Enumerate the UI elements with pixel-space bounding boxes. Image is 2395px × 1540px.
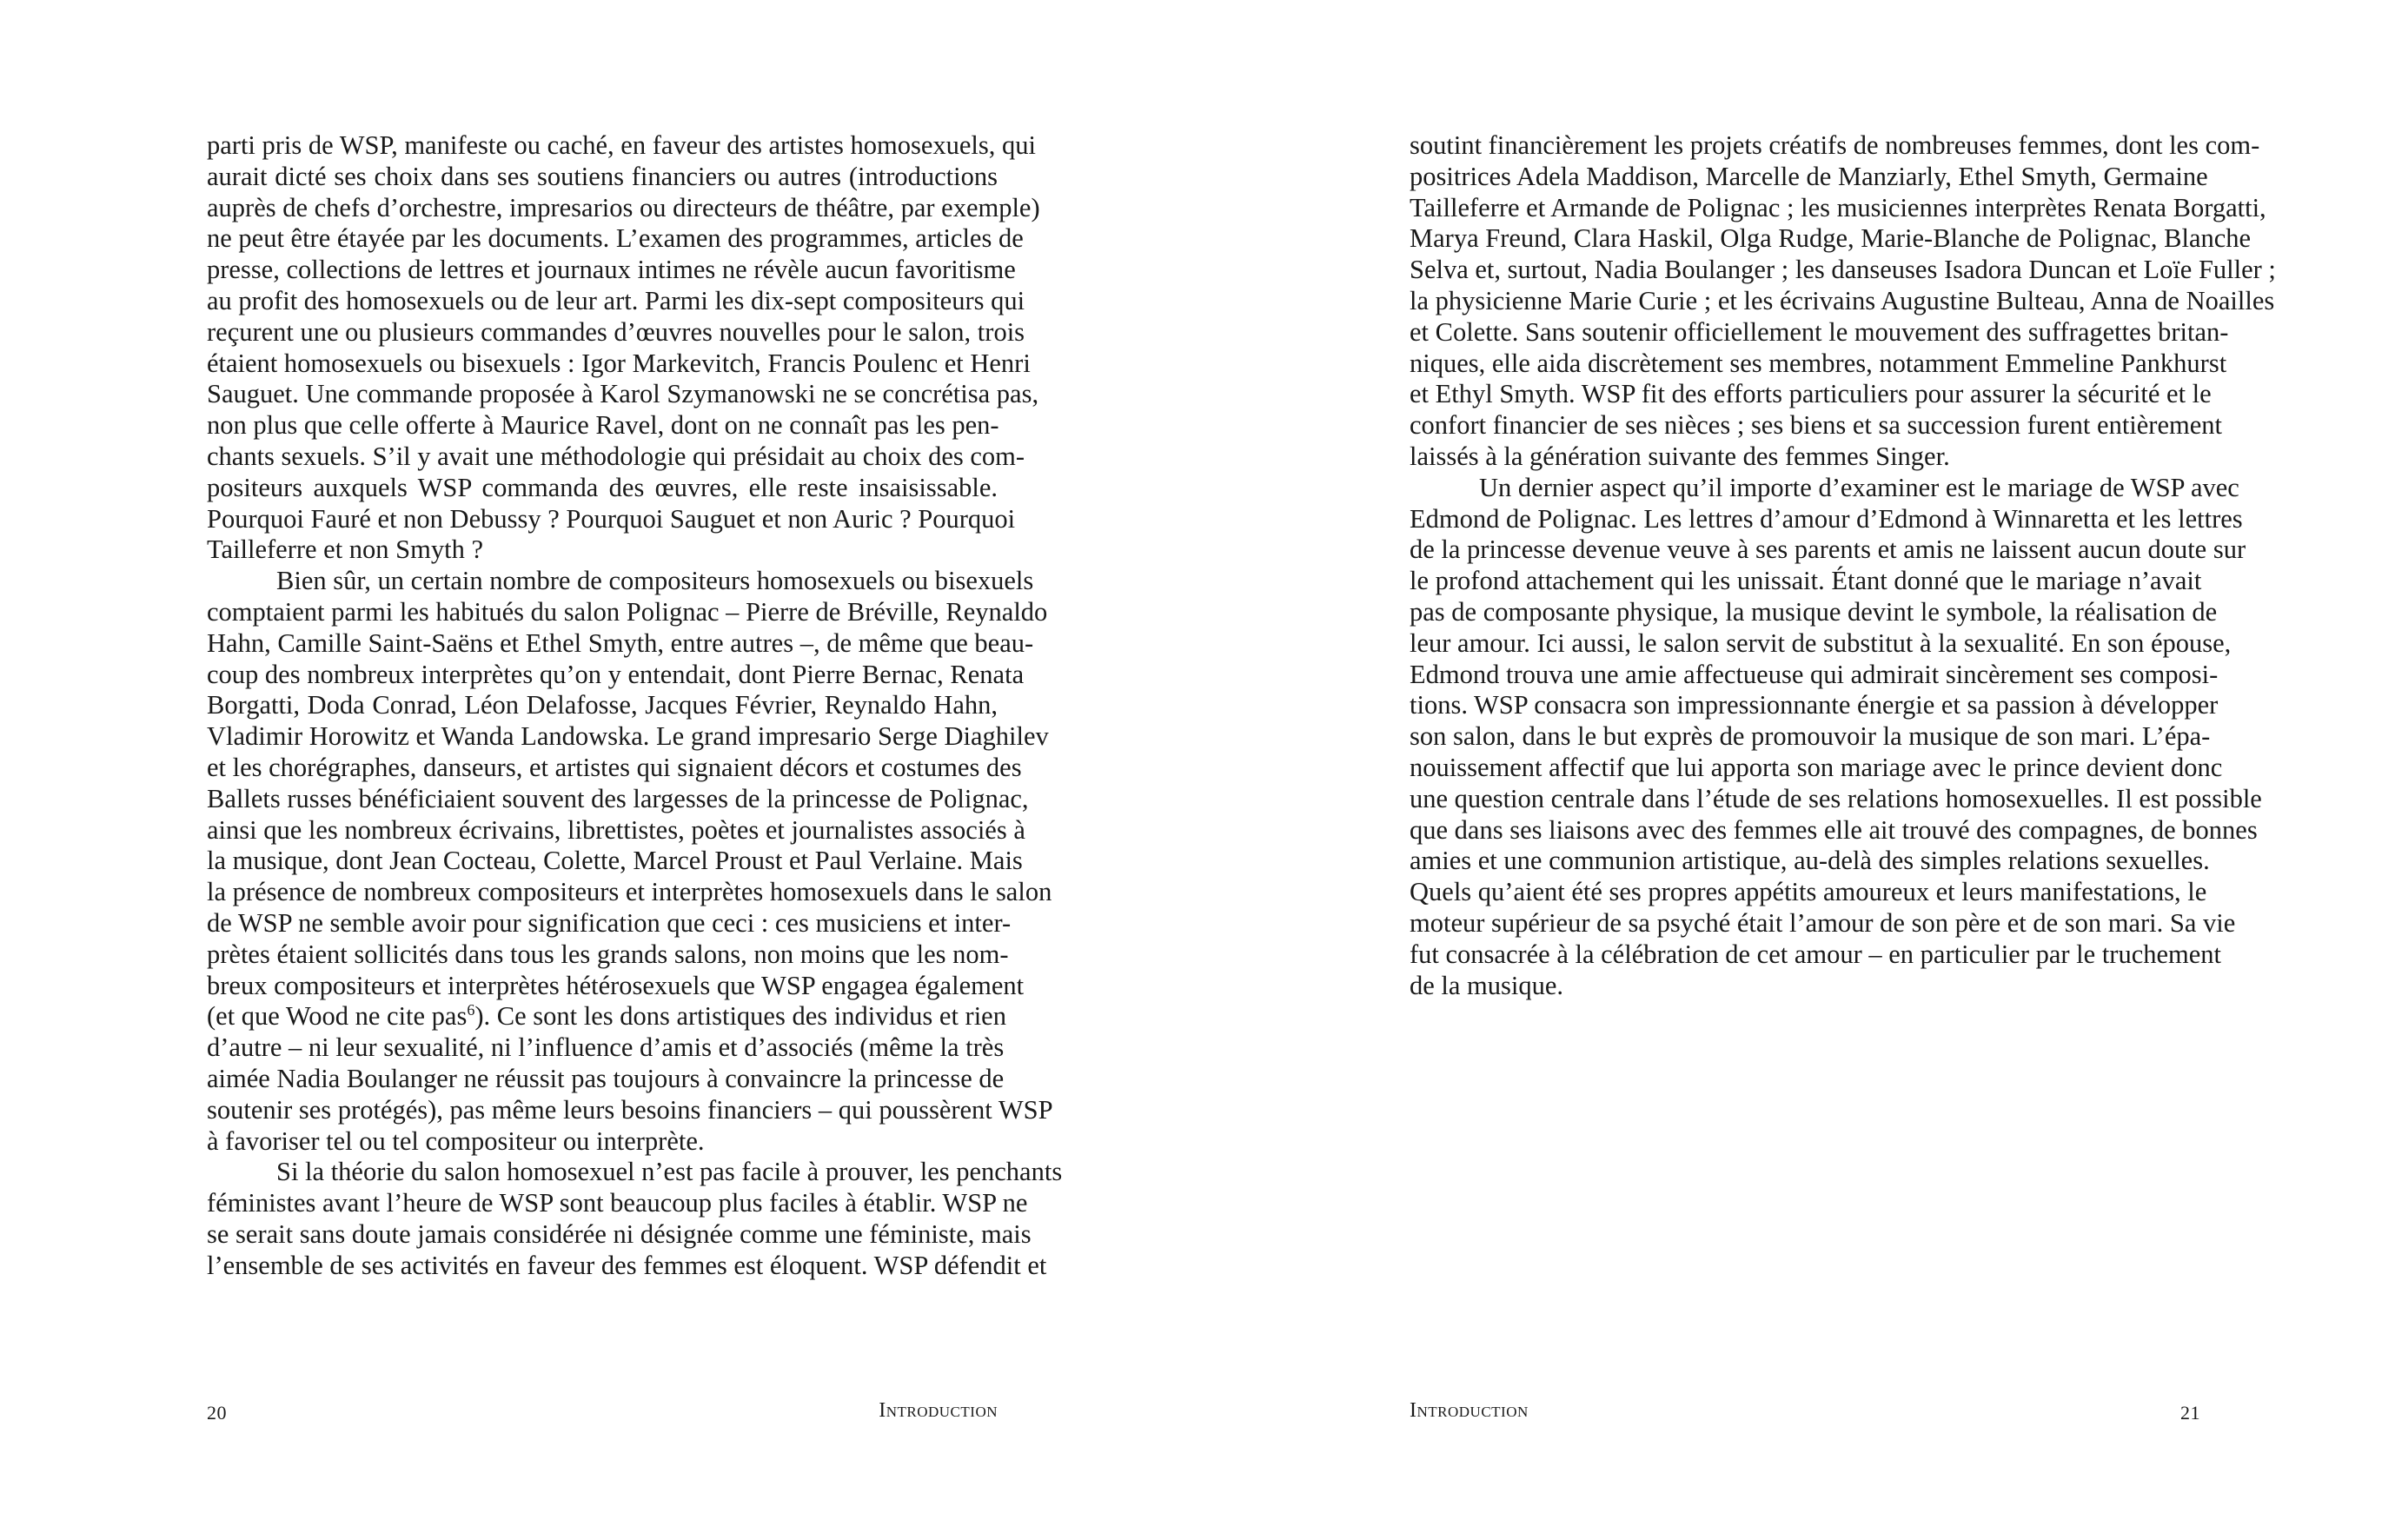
right-page-number: 21 xyxy=(2180,1402,2200,1424)
left-page-number: 20 xyxy=(207,1402,227,1424)
right-running-head: Introduction xyxy=(1410,1399,1529,1422)
text-line: presse, collections de lettres et journaux intimes ne révèle aucun favoritisme xyxy=(207,255,1016,285)
text-line: Selva et, surtout, Nadia Boulanger ; les danseuses Isadora Duncan et Loïe Fuller ; xyxy=(1410,255,2276,285)
text-line: nouissement affectif que lui apporta son mariage avec le prince devient donc xyxy=(1410,752,2223,782)
left-running-head: Introduction xyxy=(879,1399,998,1422)
text-line: (et que Wood ne cite pas$^6$). Ce sont les dons artistiques des individus et rien xyxy=(207,1001,1006,1032)
footnote-reference[interactable]: 6 xyxy=(467,1001,475,1019)
text-line: le profond attachement qui les unissait. Étant donné que le mariage n’avait xyxy=(1410,566,2202,596)
text-line: Borgatti, Doda Conrad, Léon Delafosse, Jacques Février, Reynaldo Hahn, xyxy=(207,690,998,720)
text-line: féministes avant l’heure de WSP sont beaucoup plus faciles à établir. WSP ne xyxy=(207,1188,1028,1218)
text-line: positeurs auxquels WSP commanda des œuvres, elle reste insaisissable. xyxy=(207,472,998,502)
text-line: reçurent une ou plusieurs commandes d’œuvres nouvelles pour le salon, trois xyxy=(207,316,1025,347)
text-line: Quels qu’aient été ses propres appétits amoureux et leurs manifestations, le xyxy=(1410,877,2207,907)
text-line: moteur supérieur de sa psyché était l’amour de son père et de son mari. Sa vie xyxy=(1410,907,2236,938)
text-line: Si la théorie du salon homosexuel n’est pas facile à prouver, les penchants xyxy=(276,1157,1063,1187)
text-line: Tailleferre et Armande de Polignac ; les musiciennes interprètes Renata Borgatti, xyxy=(1410,192,2266,222)
text-line: se serait sans doute jamais considérée ni désignée comme une féministe, mais xyxy=(207,1218,1032,1249)
text-line: Pourquoi Fauré et non Debussy ? Pourquoi Sauguet et non Auric ? Pourquoi xyxy=(207,503,1016,534)
paragraph xyxy=(207,1157,1063,1281)
text-line: et les chorégraphes, danseurs, et artistes qui signaient décors et costumes des xyxy=(207,752,1022,782)
text-line: pas de composante physique, la musique devint le symbole, la réalisation de xyxy=(1410,596,2218,627)
text-line: aurait dicté ses choix dans ses soutiens financiers ou autres (introductions xyxy=(207,161,998,191)
text-line: la présence de nombreux compositeurs et interprètes homosexuels dans le salon xyxy=(207,877,1052,907)
text-line: laissés à la génération suivante des femmes Singer. xyxy=(1410,441,1950,471)
text-line: Vladimir Horowitz et Wanda Landowska. Le grand impresario Serge Diaghilev xyxy=(207,721,1049,752)
text-line: une question centrale dans l’étude de ses relations homosexuelles. Il est possible xyxy=(1410,783,2262,813)
text-line: et Ethyl Smyth. WSP fit des efforts particuliers pour assurer la sécurité et le xyxy=(1410,379,2212,409)
text-line: fut consacrée à la célébration de cet amour – en particulier par le truchement xyxy=(1410,939,2222,969)
text-line: à favoriser tel ou tel compositeur ou interprète. xyxy=(207,1125,705,1156)
text-line: soutint financièrement les projets créatifs de nombreuses femmes, dont les com- xyxy=(1410,130,2260,160)
text-line: confort financier de ses nièces ; ses biens et sa succession furent entièrement xyxy=(1410,410,2222,441)
left-page-body-text xyxy=(207,130,1063,1281)
text-line: leur amour. Ici aussi, le salon servit de substitut à la sexualité. En son épouse, xyxy=(1410,627,2232,658)
text-line: d’autre – ni leur sexualité, ni l’influence d’amis et d’associés (même la très xyxy=(207,1032,1005,1063)
text-line: Un dernier aspect qu’il importe d’examiner est le mariage de WSP avec xyxy=(1479,472,2239,502)
text-line: niques, elle aida discrètement ses membres, notamment Emmeline Pankhurst xyxy=(1410,348,2227,378)
text-line: et Colette. Sans soutenir officiellement le mouvement des suffragettes britan- xyxy=(1410,316,2229,347)
text-line: que dans ses liaisons avec des femmes elle ait trouvé des compagnes, de bonnes xyxy=(1410,814,2258,845)
text-line: la musique, dont Jean Cocteau, Colette, Marcel Proust et Paul Verlaine. Mais xyxy=(207,846,1023,876)
text-line: comptaient parmi les habitués du salon Polignac – Pierre de Bréville, Reynaldo xyxy=(207,596,1048,627)
text-line: auprès de chefs d’orchestre, impresarios ou directeurs de théâtre, par exemple) xyxy=(207,192,1040,222)
text-line: Tailleferre et non Smyth ? xyxy=(207,534,484,565)
text-line: prètes étaient sollicités dans tous les grands salons, non moins que les nom- xyxy=(207,939,1009,969)
text-line: l’ensemble de ses activités en faveur des femmes est éloquent. WSP défendit et xyxy=(207,1250,1047,1280)
text-line: positrices Adela Maddison, Marcelle de Manziarly, Ethel Smyth, Germaine xyxy=(1410,161,2208,191)
text-line: Edmond de Polignac. Les lettres d’amour d’Edmond à Winnaretta et les lettres xyxy=(1410,503,2243,534)
text-line: ne peut être étayée par les documents. L’examen des programmes, articles de xyxy=(207,223,1024,254)
text-line: Sauguet. Une commande proposée à Karol Szymanowski ne se concrétisa pas, xyxy=(207,379,1039,409)
text-line: Marya Freund, Clara Haskil, Olga Rudge, Marie-Blanche de Polignac, Blanche xyxy=(1410,223,2252,254)
text-line: aimée Nadia Boulanger ne réussit pas toujours à convaincre la princesse de xyxy=(207,1063,1005,1093)
text-line: chants sexuels. S’il y avait une méthodologie qui présidait au choix des com- xyxy=(207,441,1025,471)
text-line: Bien sûr, un certain nombre de compositeurs homosexuels ou bisexuels xyxy=(276,566,1034,596)
text-line: breux compositeurs et interprètes hétérosexuels que WSP engagea également xyxy=(207,970,1025,1000)
text-line: la physicienne Marie Curie ; et les écrivains Augustine Bulteau, Anna de Noailles xyxy=(1410,285,2275,315)
text-line: parti pris de WSP, manifeste ou caché, en faveur des artistes homosexuels, qui xyxy=(207,130,1037,160)
text-line: de WSP ne semble avoir pour signification que ceci : ces musiciens et inter- xyxy=(207,907,1012,938)
text-line: Ballets russes bénéficiaient souvent des largesses de la princesse de Polignac, xyxy=(207,783,1029,813)
text-line: non plus que celle offerte à Maurice Ravel, dont on ne connaît pas les pen- xyxy=(207,410,999,441)
text-line: Hahn, Camille Saint-Saëns et Ethel Smyth, entre autres –, de même que beau- xyxy=(207,627,1034,658)
text-line: coup des nombreux interprètes qu’on y entendait, dont Pierre Bernac, Renata xyxy=(207,659,1025,689)
text-line: de la princesse devenue veuve à ses parents et amis ne laissent aucun doute sur xyxy=(1410,534,2246,565)
text-line: son salon, dans le but exprès de promouvoir la musique de son mari. L’épa- xyxy=(1410,721,2211,752)
text-line: Edmond trouva une amie affectueuse qui admirait sincèrement ses composi- xyxy=(1410,659,2219,689)
text-line: étaient homosexuels ou bisexuels : Igor Markevitch, Francis Poulenc et Henri xyxy=(207,348,1031,378)
paragraph xyxy=(207,566,1053,1157)
paragraph xyxy=(207,130,1040,566)
text-line: au profit des homosexuels ou de leur art. Parmi les dix-sept compositeurs qui xyxy=(207,285,1025,315)
text-line: soutenir ses protégés), pas même leurs besoins financiers – qui poussèrent WSP xyxy=(207,1094,1053,1125)
text-line: ainsi que les nombreux écrivains, librettistes, poètes et journalistes associés à xyxy=(207,814,1025,845)
paragraph xyxy=(1410,472,2262,1002)
right-page-body-text xyxy=(1410,130,2276,1001)
text-line: tions. WSP consacra son impressionnante énergie et sa passion à développer xyxy=(1410,690,2219,720)
text-line: de la musique. xyxy=(1410,970,1564,1000)
text-line: amies et une communion artistique, au-delà des simples relations sexuelles. xyxy=(1410,846,2210,876)
paragraph xyxy=(1410,130,2276,473)
